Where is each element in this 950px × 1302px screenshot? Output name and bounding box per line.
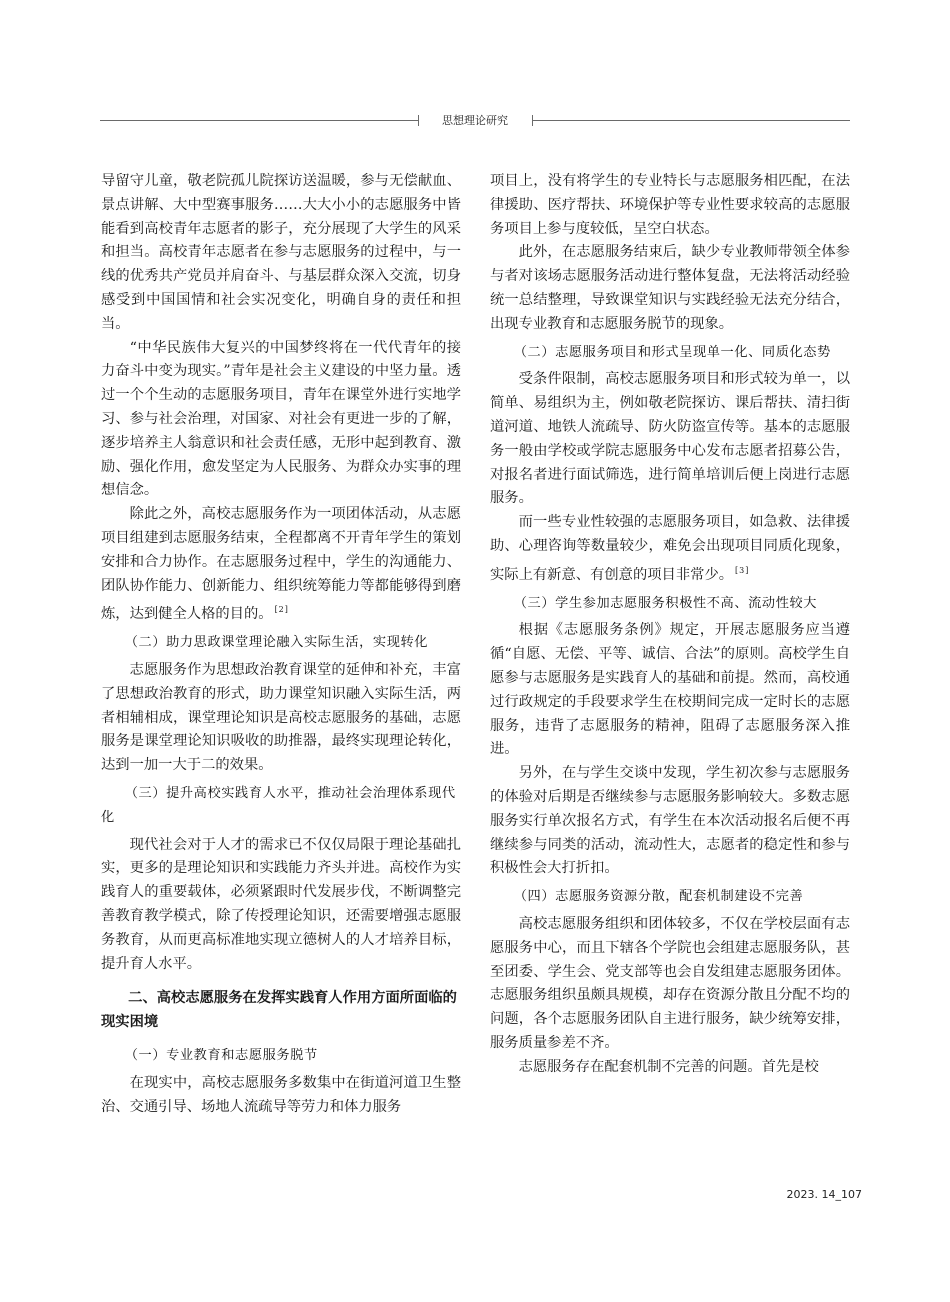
body-paragraph bbox=[490, 368, 850, 511]
body-paragraph bbox=[101, 659, 461, 778]
running-header bbox=[100, 112, 850, 130]
subsection-heading bbox=[490, 592, 850, 616]
body-paragraph bbox=[490, 762, 850, 881]
text: （三）提升高校实践育人水平，推动社会治理体系现代化 bbox=[101, 785, 456, 825]
subsection-heading bbox=[101, 1044, 461, 1068]
text: 志愿服务存在配套机制不完善的问题。首先是校 bbox=[518, 1058, 819, 1075]
body-paragraph bbox=[101, 834, 461, 977]
text: （四）志愿服务资源分散，配套机制建设不完善 bbox=[513, 889, 804, 905]
subsection-heading bbox=[490, 341, 850, 365]
text: 除此之外，高校志愿服务作为一项团体活动，从志愿项目组建到志愿服务结束，全程都离不开青年学生的策划安排和合力协作。在志愿服务过程中，学生的沟通能力、团队协作能力、创新能力、组织统筹能力等都能够得到磨炼，达到健全人格的目的。 bbox=[101, 506, 461, 623]
text: 受条件限制，高校志愿服务项目和形式较为单一，以简单、易组织为主，例如敬老院探访、课后帮扶、清扫街道河道、地铁人流疏导、防火防盗宣传等。基本的志愿服务一般由学校或学院志愿服务中心发布志愿者招募公告，对报名者进行面试筛选，进行简单培训后便上岗进行志愿服务。 bbox=[490, 371, 850, 507]
text: 高校志愿服务组织和团体较多，不仅在学校层面有志愿服务中心，而且下辖各个学院也会组建志愿服务队，甚至团委、学生会、党支部等也会自发组建志愿服务团体。志愿服务组织虽颇具规模，却存在资源分散且分配不均的问题，各个志愿服务团队自主进行服务，缺少统筹安排，服务质量参差不齐。 bbox=[490, 915, 850, 1051]
text: 现代社会对于人才的需求已不仅仅局限于理论基础扎实，更多的是理论知识和实践能力齐头并进。高校作为实践育人的重要载体，必须紧跟时代发展步伐，不断调整完善教育教学模式，除了传授理论知识，还需要增强志愿服务教育，从而更高标准地实现立德树人的人才培养目标，提升育人水平。 bbox=[101, 836, 461, 972]
text: 项目上，没有将学生的专业特长与志愿服务相匹配，在法律援助、医疗帮扶、环境保护等专业性要求较高的志愿服务项目上参与度较低，呈空白状态。 bbox=[490, 173, 850, 237]
subsection-heading bbox=[490, 885, 850, 909]
text: （一）专业教育和志愿服务脱节 bbox=[124, 1048, 318, 1064]
text: “中华民族伟大复兴的中国梦终将在一代代青年的接力奋斗中变为现实。”青年是社会主义建设的中坚力量。透过一个个生动的志愿服务项目，青年在课堂外进行实地学习、参与社会治理，对国家、对社会有更进一步的了解，逐步培养主人翁意识和社会责任感，无形中起到教育、激励、强化作用，愈发坚定为人民服务、为群众办实事的理想信念。 bbox=[101, 339, 461, 499]
right-column bbox=[490, 170, 850, 1079]
body-paragraph bbox=[490, 241, 850, 336]
body-paragraph bbox=[490, 170, 850, 241]
body-paragraph bbox=[101, 1072, 461, 1120]
body-paragraph bbox=[101, 337, 461, 504]
body-paragraph bbox=[490, 511, 850, 587]
citation-ref: [2] bbox=[274, 605, 289, 615]
left-column bbox=[101, 170, 461, 1120]
text: 根据《志愿服务条例》规定，开展志愿服务应当遵循“自愿、无偿、平等、诚信、合法”的原则。高校学生自愿参与志愿服务是实践育人的基础和前提。然而，高校通过行政规定的手段要求学生在校期间完成一定时长的志愿服务，违背了志愿服务的精神，阻碍了志愿服务深入推进。 bbox=[490, 622, 850, 758]
text: 二、高校志愿服务在发挥实践育人作用方面所面临的现实困境 bbox=[101, 990, 457, 1031]
header-rule-left bbox=[100, 120, 418, 121]
header-rule-right bbox=[532, 120, 850, 121]
subsection-heading bbox=[101, 631, 461, 655]
text: （三）学生参加志愿服务积极性不高、流动性较大 bbox=[513, 595, 818, 611]
text: 此外，在志愿服务结束后，缺少专业教师带领全体参与者对该场志愿服务活动进行整体复盘，无法将活动经验统一总结整理，导致课堂知识与实践经验无法充分结合，出现专业教育和志愿服务脱节的现象。 bbox=[490, 244, 850, 332]
text: 而一些专业性较强的志愿服务项目，如急救、法律援助、心理咨询等数量较少，难免会出现项目同质化现象，实际上有新意、有创意的项目非常少。 bbox=[490, 514, 850, 583]
body-paragraph bbox=[101, 503, 461, 627]
text: 另外，在与学生交谈中发现，学生初次参与志愿服务的体验对后期是否继续参与志愿服务影响较大。多数志愿服务实行单次报名方式，有学生在本次活动报名后便不再继续参与同类的活动，流动性大，志愿者的稳定性和参与积极性会大打折扣。 bbox=[490, 765, 850, 877]
body-paragraph bbox=[490, 619, 850, 762]
body-paragraph bbox=[101, 170, 461, 337]
body-paragraph bbox=[490, 913, 850, 1056]
text: 在现实中，高校志愿服务多数集中在街道河道卫生整治、交通引导、场地人流疏导等劳力和体力服务 bbox=[101, 1075, 461, 1115]
journal-section-title: 思想理论研究 bbox=[442, 114, 508, 127]
text: 导留守儿童，敬老院孤儿院探访送温暖，参与无偿献血、景点讲解、大中型赛事服务……大大小小的志愿服务中皆能看到高校青年志愿者的影子，充分展现了大学生的风采和担当。高校青年志愿者在参与志愿服务的过程中，与一线的优秀共产党员并肩奋斗、与基层群众深入交流，切身感受到中国国情和社会实况变化，明确自身的责任和担当。 bbox=[101, 173, 461, 332]
section-heading bbox=[101, 986, 461, 1034]
page-folio: 2023. 14_107 bbox=[786, 1188, 862, 1201]
text: （二）志愿服务项目和形式呈现单一化、同质化态势 bbox=[513, 344, 831, 360]
subsection-heading bbox=[101, 782, 461, 830]
body-paragraph bbox=[490, 1056, 850, 1080]
text: 志愿服务作为思想政治教育课堂的延伸和补充，丰富了思想政治教育的形式，助力课堂知识融入实际生活，两者相辅相成，课堂理论知识是高校志愿服务的基础，志愿服务是课堂理论知识吸收的助推器，最终实现理论转化，达到一加一大于二的效果。 bbox=[101, 661, 461, 774]
text: （二）助力思政课堂理论融入实际生活，实现转化 bbox=[124, 635, 429, 651]
citation-ref: [3] bbox=[735, 565, 750, 575]
